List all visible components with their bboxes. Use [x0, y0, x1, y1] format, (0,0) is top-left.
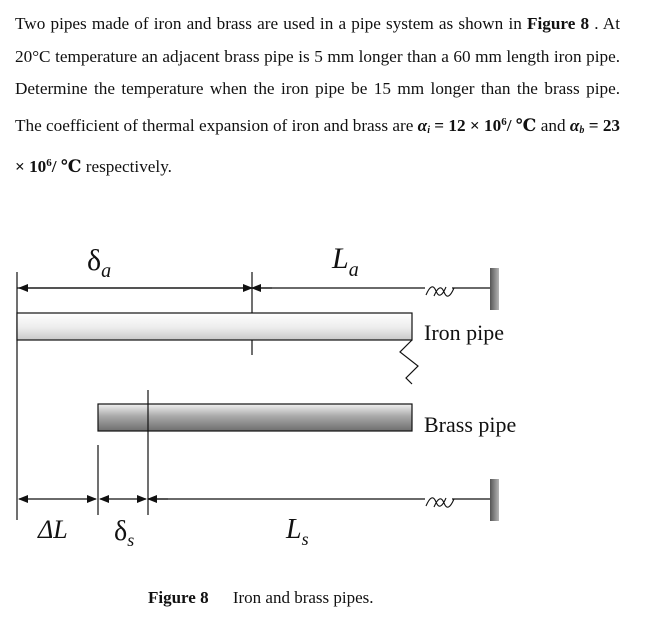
delta-L-label: ΔL: [38, 515, 68, 544]
L-s-subscript: s: [301, 529, 309, 549]
alpha-brass-unit: / ℃: [51, 157, 82, 176]
L-s-label: [285, 514, 309, 549]
L-a-symbol: L: [332, 242, 349, 275]
caption-text: Iron and brass pipes.: [232, 588, 374, 607]
alpha-brass-exponent: 6: [46, 157, 52, 169]
break-symbol-top: [426, 287, 454, 296]
problem-text-2: . At 20°C temperature an adjacent brass pipe is 5 mm longer than a 60 mm length iron pipe. Determine the temperature when the iron pipe be 15 mm longer than the brass pipe. The coefficient of thermal expansion of iron and brass are: [15, 14, 620, 135]
alpha-brass-symbol: α: [569, 115, 580, 135]
alpha-iron-subscript: i: [427, 124, 430, 136]
alpha-brass-subscript: b: [579, 124, 585, 136]
delta-a-subscript: a: [101, 260, 112, 282]
brass-pipe-label: Brass pipe: [424, 412, 517, 437]
and-word: and: [536, 115, 570, 135]
alpha-brass-value: = 23 × 10: [15, 115, 621, 176]
fixed-wall-bottom: [490, 479, 499, 521]
delta-s-label: [114, 516, 134, 550]
delta-a-label: [87, 244, 111, 282]
brass-pipe: [98, 404, 412, 431]
connector-zigzag: [400, 340, 418, 384]
caption-label: Figure 8: [148, 588, 209, 607]
alpha-iron-exponent: 6: [501, 115, 507, 128]
alpha-iron-symbol: α: [417, 115, 428, 135]
L-a-label: [331, 242, 359, 281]
delta-s-symbol: δ: [114, 516, 128, 547]
delta-s-subscript: s: [127, 530, 135, 550]
figure-reference: Figure 8: [526, 14, 590, 33]
alpha-iron-value: = 12 × 10: [429, 115, 502, 135]
figure-caption: [148, 588, 374, 608]
fixed-wall-top: [490, 268, 499, 310]
break-symbol-bottom: [426, 498, 454, 507]
problem-text-tail: respectively.: [81, 157, 172, 176]
iron-pipe-label: Iron pipe: [424, 320, 505, 345]
L-s-symbol: L: [286, 514, 302, 545]
iron-pipe: [17, 313, 412, 340]
problem-text-1: Two pipes made of iron and brass are used in a pipe system as shown in: [15, 14, 527, 33]
L-a-subscript: a: [348, 259, 359, 281]
delta-a-symbol: δ: [87, 244, 102, 277]
alpha-iron-unit: / ℃: [506, 115, 537, 135]
